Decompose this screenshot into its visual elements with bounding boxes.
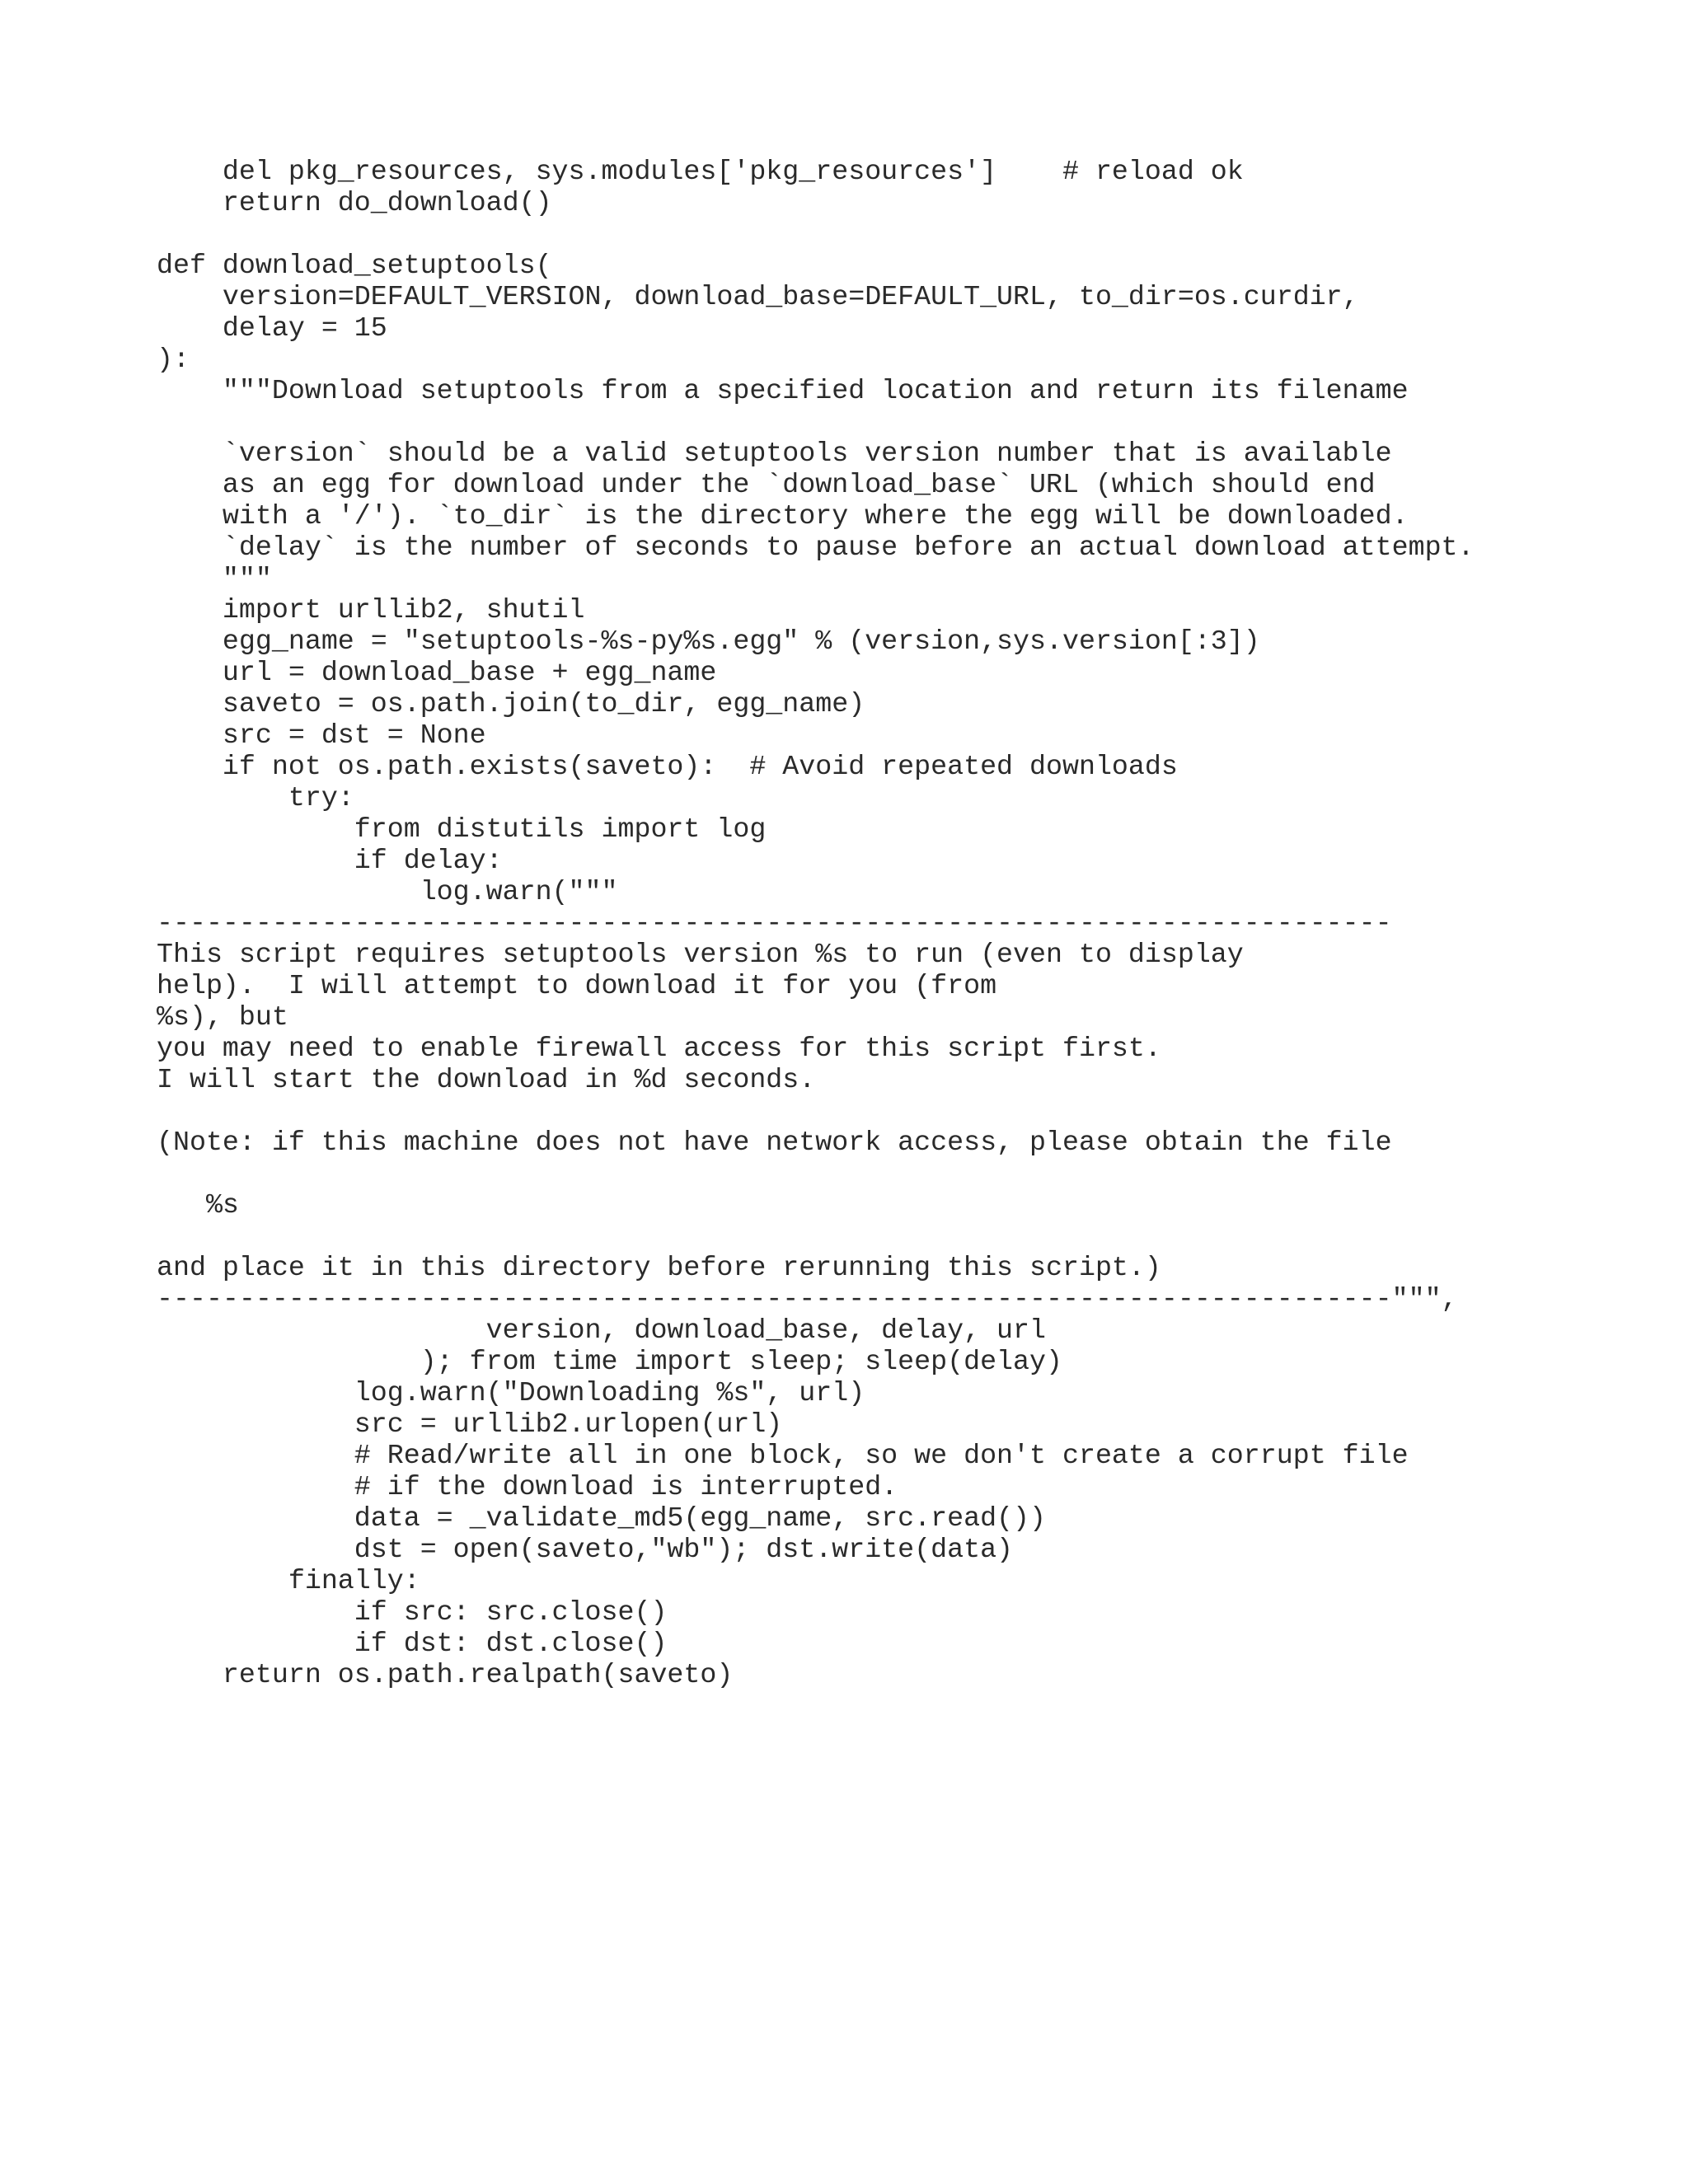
code-line: you may need to enable firewall access for this script first. (157, 1033, 1161, 1064)
code-line: ---------------------------------------------------------------------------""", (157, 1283, 1458, 1315)
code-line: version=DEFAULT_VERSION, download_base=DEFAULT_URL, to_dir=os.curdir, (157, 281, 1359, 312)
code-line (157, 1158, 1475, 1189)
code-line: version, download_base, delay, url (157, 1315, 1046, 1346)
code-line: import urllib2, shutil (157, 594, 585, 626)
code-line: %s), but (157, 1001, 288, 1033)
code-line: as an egg for download under the `download_base` URL (which should end (157, 469, 1376, 500)
code-line: src = urllib2.urlopen(url) (157, 1408, 783, 1440)
code-line (157, 1221, 1475, 1252)
code-line: return os.path.realpath(saveto) (157, 1659, 734, 1690)
code-line: with a '/'). `to_dir` is the directory where the egg will be downloaded. (157, 500, 1409, 532)
code-line: This script requires setuptools version %s to run (even to display (157, 939, 1244, 970)
code-line: delay = 15 (157, 312, 387, 344)
code-line: `version` should be a valid setuptools version number that is available (157, 438, 1392, 469)
code-line: %s (157, 1189, 239, 1221)
code-listing (157, 156, 1475, 1690)
code-line: from distutils import log (157, 813, 767, 845)
code-line: if dst: dst.close() (157, 1628, 668, 1659)
code-line: and place it in this directory before rerunning this script.) (157, 1252, 1161, 1283)
code-line: try: (157, 782, 354, 813)
code-line (157, 218, 1475, 250)
code-line: dst = open(saveto,"wb"); dst.write(data) (157, 1534, 1014, 1565)
code-line: """ (157, 563, 272, 594)
code-line: """Download setuptools from a specified location and return its filename (157, 375, 1409, 406)
code-line: ): (157, 344, 190, 375)
code-line: saveto = os.path.join(to_dir, egg_name) (157, 688, 865, 719)
code-line: del pkg_resources, sys.modules['pkg_resources'] # reload ok (157, 156, 1244, 187)
code-line (157, 406, 1475, 438)
code-line: --------------------------------------------------------------------------- (157, 907, 1392, 939)
code-line: def download_setuptools( (157, 250, 552, 281)
code-line: data = _validate_md5(egg_name, src.read()) (157, 1502, 1046, 1534)
code-line: if not os.path.exists(saveto): # Avoid repeated downloads (157, 751, 1178, 782)
code-line: log.warn("Downloading %s", url) (157, 1377, 865, 1408)
code-line (157, 1095, 1475, 1127)
code-line: # if the download is interrupted. (157, 1471, 898, 1502)
code-line: I will start the download in %d seconds. (157, 1064, 816, 1095)
code-line: ); from time import sleep; sleep(delay) (157, 1346, 1062, 1377)
code-line: return do_download() (157, 187, 552, 218)
code-line: egg_name = "setuptools-%s-py%s.egg" % (version,sys.version[:3]) (157, 626, 1260, 657)
code-line: if src: src.close() (157, 1596, 668, 1628)
code-line: help). I will attempt to download it for you (from (157, 970, 997, 1001)
code-line: # Read/write all in one block, so we don't create a corrupt file (157, 1440, 1409, 1471)
code-line: log.warn(""" (157, 876, 618, 907)
code-line: src = dst = None (157, 719, 486, 751)
code-line: finally: (157, 1565, 420, 1596)
code-line: url = download_base + egg_name (157, 657, 717, 688)
code-line: `delay` is the number of seconds to pause before an actual download attempt. (157, 532, 1475, 563)
code-line: if delay: (157, 845, 503, 876)
code-line: (Note: if this machine does not have network access, please obtain the file (157, 1127, 1392, 1158)
